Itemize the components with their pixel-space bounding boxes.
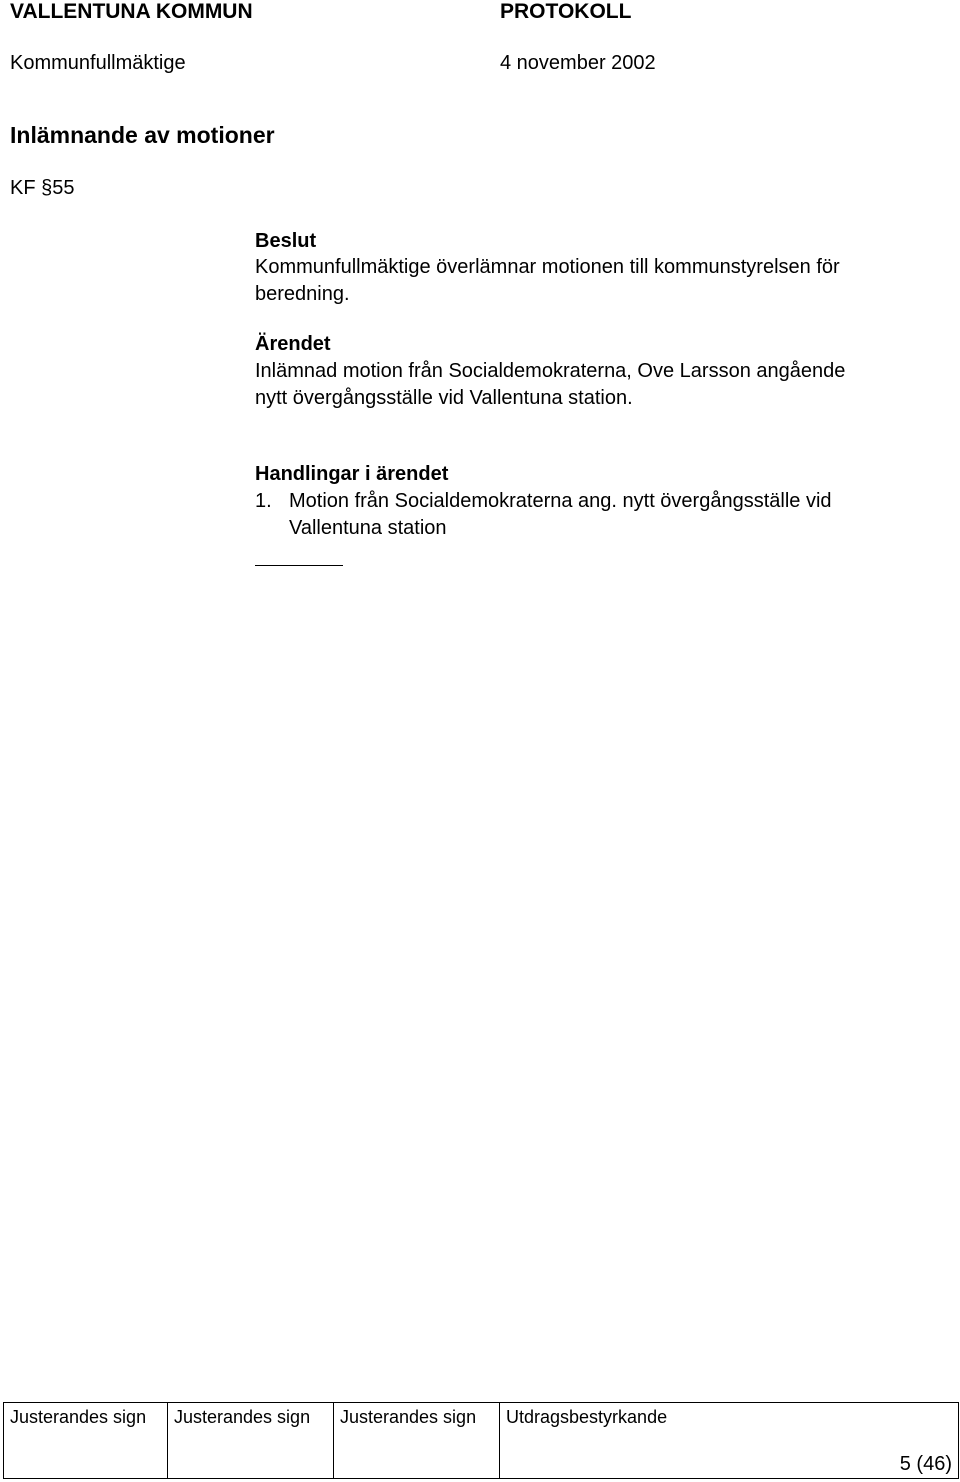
handlingar-item-line-2: Vallentuna station (289, 517, 447, 539)
signature-label-2: Justerandes sign (174, 1407, 311, 1427)
end-rule (255, 565, 343, 566)
paragraph-reference: KF §55 (10, 177, 75, 199)
signature-cell-1 (4, 1403, 168, 1479)
handlingar-item-number: 1. (255, 490, 272, 512)
beslut-text-line-2: beredning. (255, 283, 350, 305)
arendet-heading: Ärendet (255, 333, 331, 355)
extract-label: Utdragsbestyrkande (506, 1407, 668, 1427)
signature-cell-2 (168, 1403, 334, 1479)
page-title: Inlämnande av motioner (10, 122, 275, 148)
handlingar-item-line-1: Motion från Socialdemokraterna ang. nytt övergångsställe vid (289, 490, 832, 512)
meeting-date: 4 november 2002 (500, 52, 656, 74)
signature-table (3, 1402, 959, 1479)
arendet-text-line-2: nytt övergångsställe vid Vallentuna station. (255, 387, 633, 409)
page-number: 5 (46) (899, 1453, 952, 1475)
signature-cell-3 (334, 1403, 500, 1479)
signature-label-1: Justerandes sign (10, 1407, 147, 1427)
beslut-text-line-1: Kommunfullmäktige överlämnar motionen till kommunstyrelsen för (255, 256, 840, 278)
signature-label-3: Justerandes sign (340, 1407, 477, 1427)
document-type: PROTOKOLL (500, 0, 632, 23)
extract-cell (500, 1403, 959, 1479)
handlingar-heading: Handlingar i ärendet (255, 463, 449, 485)
meeting-body: Kommunfullmäktige (10, 52, 186, 74)
arendet-text-line-1: Inlämnad motion från Socialdemokraterna, Ove Larsson angående (255, 360, 846, 382)
beslut-heading: Beslut (255, 230, 317, 252)
organization-name: VALLENTUNA KOMMUN (10, 0, 253, 23)
